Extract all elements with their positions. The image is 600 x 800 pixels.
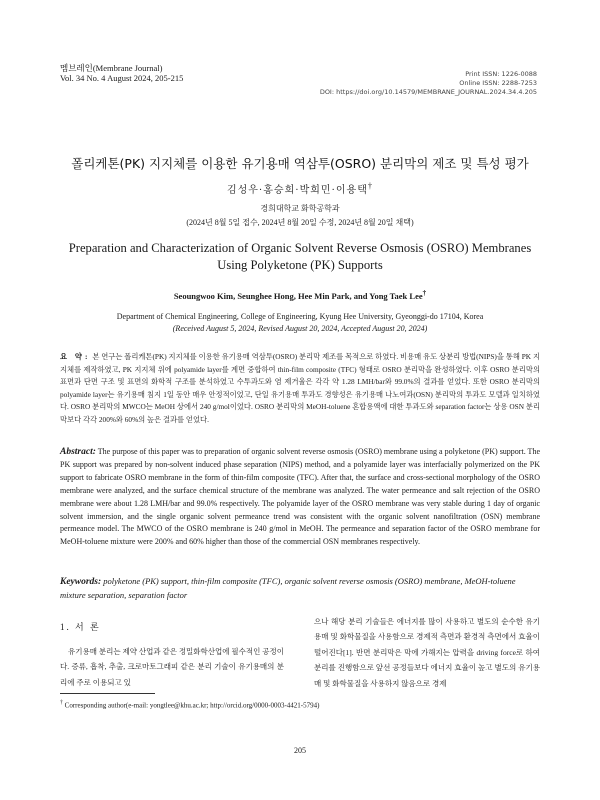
issn-block [320,70,537,97]
keywords-label: Keywords: [60,577,102,587]
english-author-names: Seoungwoo Kim, Seunghee Hong, Hee Min Park, and Yong Taek Lee [173,290,423,301]
section-heading: 1. 서 론 [60,622,101,632]
print-issn: Print ISSN: 1226-0088 [465,70,537,78]
keywords-text: polyketone (PK) support, thin-film composite (TFC), organic solvent reverse osmosis (OSRO) membrane, MeOH-toluene mixture separation, separation factor [60,576,516,600]
korean-abstract [60,351,540,426]
body-left-column: 유기용매 분리는 제약 산업과 같은 정밀화학산업에 필수적인 공정이다. 증류, 흡착, 추출, 크로마토그래피 같은 분리 기술이 유기용매의 분리에 주로 이용되고 있 [60,647,284,687]
journal-name: 멤브레인(Membrane Journal) [60,63,163,73]
english-abstract-label: Abstract: [60,447,96,457]
english-abstract [60,446,540,549]
corresponding-mark: † [422,289,427,297]
page-number: 205 [294,746,306,755]
volume-info: Vol. 34 No. 4 August 2024, 205-215 [60,73,184,83]
english-affiliation: Department of Chemical Engineering, College of Engineering, Kyung Hee University, Gyeonggi-do 17104, Korea [116,312,484,321]
corresponding-mark: † [367,181,374,191]
keywords [60,575,540,601]
online-issn: Online ISSN: 2288-7253 [459,79,537,87]
korean-abstract-label: 요 약: [60,352,91,361]
footnote-text: Corresponding author(e-mail: yongtlee@khu.ac.kr; http://orcid.org/0000-0003-4421-5794) [64,701,320,710]
footnote-divider [60,693,155,694]
korean-abstract-text: 본 연구는 폴리케톤(PK) 지지체를 이용한 유기용매 역삼투(OSRO) 분리막 제조를 목적으로 하였다. 비용매 유도 상분리 방법(NIPS)을 통해 PK 지지체를 제작하였고, PK 지지체 위에 polyamide layer를 계면 중합하여 thin-film composite (TFC) 형태로 OSRO 분리막을 완성하였다. 이후 OSRO 분리막의 표면과 단면 구조 및 표면의 화학적 구조를 분석하였고 수투과도와 염 제거율은 각각 약 1.28 LMH/bar와 99.0%의 결과를 얻었다. 또한 OSRO 분리막의 polyamide layer는 유기용매 침지 1일 동안 매우 안정적이었고, 단일 유기용매 투과도 경향성은 유기용매 나노여과(OSN) 분리막의 투과도 모델과 일치하였다. OSRO 분리막의 MWCO는 MeOH 상에서 240 g/mol이었다. OSRO 분리막의 MeOH-toluene 혼합용액에 대한 투과도와 separation factor는 상용 OSN 분리막보다 각각 200%와 60%의 높은 결과를 얻었다. [60,352,541,424]
korean-authors [0,181,600,196]
korean-author-names: 김성우·홍승희·박희민·이용택 [226,185,368,196]
footnote-mark: † [60,700,63,706]
english-title: Preparation and Characterization of Organic Solvent Reverse Osmosis (OSRO) Membranes Using Polyketone (PK) Supports [68,241,532,272]
english-abstract-text: The purpose of this paper was to preparation of organic solvent reverse osmosis (OSRO) membrane using a polyketone (PK) support. The PK support was prepared by non-solvent induced phase separation (NIPS) method, and a polyamide layer was interfacially polymerized on the PK support to fabricate OSRO membrane in the form of thin-film composite (TFC). After that, the surface and cross-sectional morphology of the OSRO membrane were analyzed, and the surface chemical structure of the membrane was analyzed. The water permeance and salt rejection of the OSRO membrane were about 1.28 LMH/bar and 99.0% respectively. The polyamide layer of the OSRO membrane was very stable during 1 day of organic solvent immersion, and the single organic solvent permeance trend was consistent with the organic solvent nanofiltration (OSN) membrane permeance model. The MWCO of the OSRO membrane is 240 g/mol in MeOH. The permeance and separation factor of the OSRO membrane for MeOH-toluene mixture were 200% and 60% higher than those of the commercial OSN membranes respectively. [60,447,540,547]
english-authors [0,289,600,301]
body-right-column: 으나 해당 분리 기술들은 에너지를 많이 사용하고 별도의 순수한 유기용매 및 화학물질을 사용함으로 경제적 측면과 환경적 측면에서 효율이 떨어진다[1]. 반면 분리막은 막에 가해지는 압력을 driving force로 하여 분리를 진행함으로 앞선 공정들보다 에너지 효율이 높고 별도의 유기용매 및 화학물질을 사용하지 않음으로 경제 [314,617,540,688]
english-dates: (Received August 5, 2024, Revised August 20, 2024, Accepted August 20, 2024) [172,324,428,333]
korean-affiliation: 경희대학교 화학공학과 [260,204,340,213]
korean-title: 폴리케톤(PK) 지지체를 이용한 유기용매 역삼투(OSRO) 분리막의 제조 및 특성 평가 [71,156,529,171]
korean-dates: (2024년 8월 5일 접수, 2024년 8월 20일 수정, 2024년 8월 20일 채택) [186,218,414,227]
footnote [60,700,319,709]
doi-link[interactable]: DOI: https://doi.org/10.14579/MEMBRANE_JOURNAL.2024.34.4.205 [319,88,537,96]
